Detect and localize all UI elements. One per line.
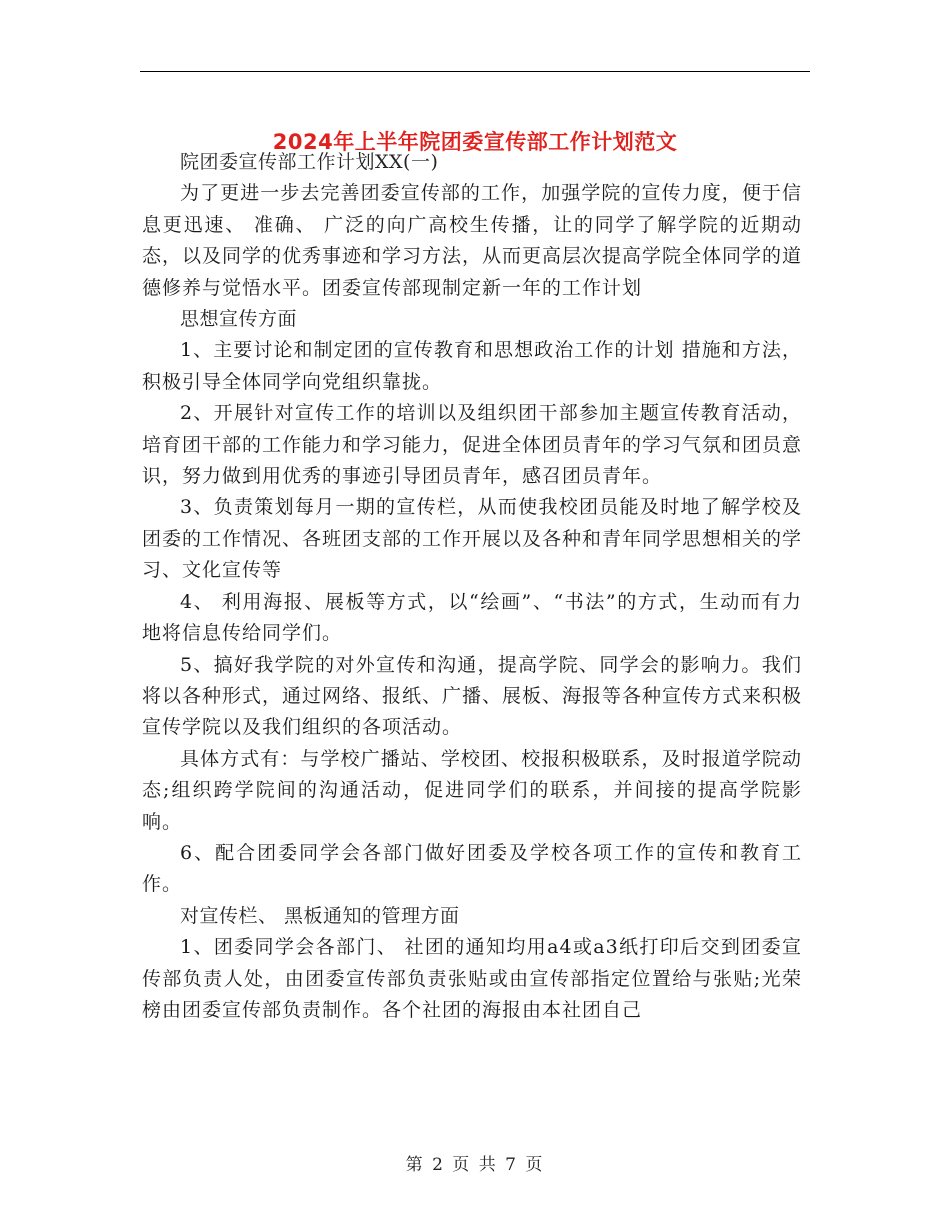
document-title: 2024年上半年院团委宣传部工作计划范文 [272,130,678,155]
body-paragraph: 为了更进一步去完善团委宣传部的工作，加强学院的宣传力度，便于信息更迅速、 准确、 广泛的向广高校生传播，让的同学了解学院的近期动态，以及同学的优秀事迹和学习方法，从而更高层次提高学院全体同学的道德修养与觉悟水平。团委宣传部现制定新一年的工作计划 [142,182,803,299]
list-item-paragraph: 6、配合团委同学会各部门做好团委及学校各项工作的宣传和教育工作。 [142,841,802,896]
section-heading: 对宣传栏、 黑板通知的管理方面 [180,904,460,927]
header-rule [140,71,810,72]
document-body [142,147,802,1026]
section-heading: 院团委宣传部工作计划XX(一) [180,151,439,173]
list-item-paragraph: 2、开展针对宣传工作的培训以及组织团干部参加主题宣传教育活动，培育团干部的工作能力和学习能力，促进全体团员青年的学习气氛和团员意识，努力做到用优秀的事迹引导团员青年，感召团员青年。 [142,402,803,488]
list-item-paragraph: 4、 利用海报、展板等方式，以“绘画”、“书法”的方式，生动而有力地将信息传给同学们。 [142,590,802,645]
list-item-paragraph: 1、团委同学会各部门、 社团的通知均用a4或a3纸打印后交到团委宣传部负责人处，由团委宣传部负责张贴或由宣传部指定位置给与张贴;光荣榜由团委宣传部负责制作。各个社团的海报由本社团自己 [142,936,802,1021]
list-item-paragraph: 3、负责策划每月一期的宣传栏，从而使我校团员能及时地了解学校及团委的工作情况、各班团支部的工作开展以及各种和青年同学思想相关的学习、文化宣传等 [142,496,803,582]
list-item-paragraph: 5、搞好我学院的对外宣传和沟通，提高学院、同学会的影响力。我们将以各种形式，通过网络、报纸、广播、展板、海报等各种宣传方式来积极宣传学院以及我们组织的各项活动。 [142,653,803,739]
page-number-footer: 第 2 页 共 7 页 [405,1155,545,1175]
body-paragraph: 具体方式有：与学校广播站、学校团、校报积极联系，及时报道学院动态;组织跨学院间的沟通活动，促进同学们的联系，并间接的提高学院影响。 [142,747,802,833]
section-heading: 思想宣传方面 [180,308,298,331]
list-item-paragraph: 1、主要讨论和制定团的宣传教育和思想政治工作的计划 措施和方法，积极引导全体同学向党组织靠拢。 [142,339,802,393]
